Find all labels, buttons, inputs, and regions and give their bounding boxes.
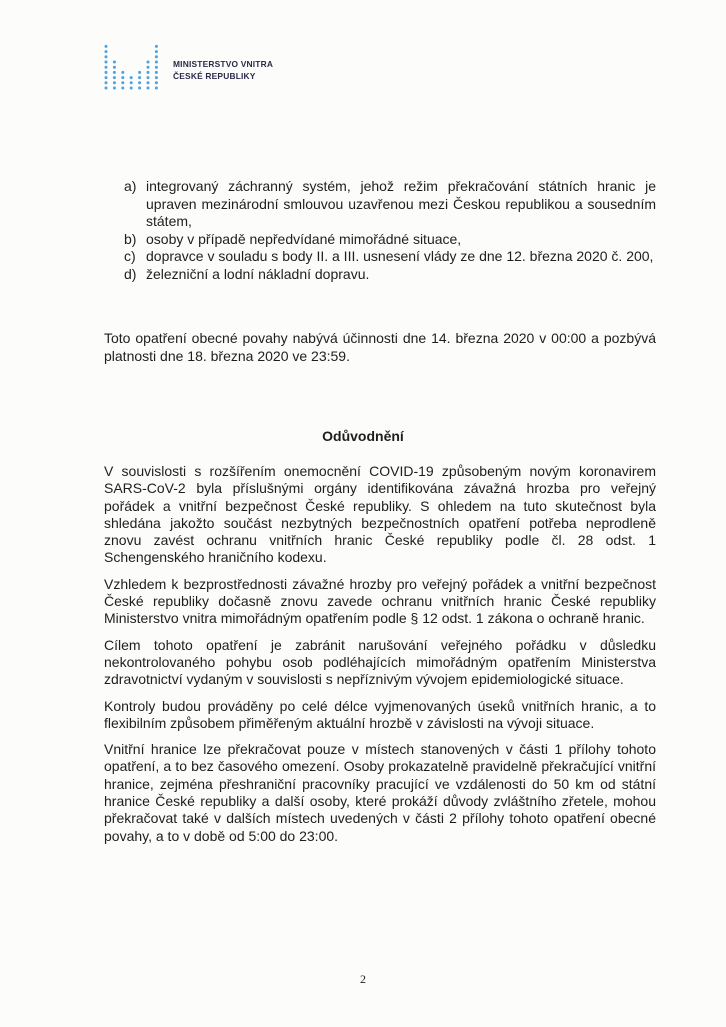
- justification-paragraph: Vzhledem k bezprostřednosti závažné hrozby pro veřejný pořádek a vnitřní bezpečnost České republiky dočasně znovu zavede ochranu vnitřních hranic České republiky Ministerstvo vnitra mimořádným opatřením podle § 12 odst. 1 zákona o ochraně hranic.: [104, 575, 656, 627]
- justification-paragraph: V souvislosti s rozšířením onemocnění COVID-19 způsobeným novým koronavirem SARS-CoV-2 byla příslušnými orgány identifikována závažná hrozba pro veřejný pořádek a vnitřní bezpečnost České republiky. S ohledem na tuto skutečnost byla shledána jakožto součást nezbytných bezpečnostních opatření potřeba neprodleně znovu zavést ochranu vnitřních hranic České republiky podle čl. 28 odst. 1 Schengenského hraničního kodexu.: [104, 463, 656, 566]
- list-item: [104, 178, 656, 231]
- list-item-text: integrovaný záchranný systém, jehož režim překračování státních hranic je upraven mezinárodní smlouvou uzavřenou mezi Českou republikou a sousedním státem,: [146, 178, 656, 230]
- justification-paragraph: Cílem tohoto opatření je zabránit narušování veřejného pořádku v důsledku nekontrolovaného pohybu osob podléhajících mimořádným opatřením Ministerstva zdravotnictví vydaným v souvislosti s nepříznivým vývojem epidemiologické situace.: [104, 636, 656, 688]
- justification-paragraph: Vnitřní hranice lze překračovat pouze v místech stanovených v části 1 přílohy tohoto opatření, a to bez časového omezení. Osoby prokazatelně pravidelně překračující vnitřní hranice, zejména přeshraniční pracovníky pracující ve vzdálenosti do 50 km od státní hranice České republiky a další osoby, které prokáží důvody zvláštního zřetele, mohou překračovat také v dalších místech uvedených v části 2 přílohy tohoto opatření obecné povahy, a to v době od 5:00 do 23:00.: [104, 741, 656, 844]
- list-item-text: osoby v případě nepředvídané mimořádné situace,: [146, 230, 462, 247]
- list-item: [104, 231, 656, 249]
- exceptions-list: [104, 178, 656, 284]
- list-item-marker: d): [124, 265, 137, 282]
- page-number: 2: [360, 972, 366, 986]
- list-item: [104, 248, 656, 266]
- list-item-text: dopravce v souladu s body II. a III. usnesení vlády ze dne 12. března 2020 č. 200,: [146, 248, 654, 265]
- list-item-text: železniční a lodní nákladní dopravu.: [146, 265, 370, 282]
- ministry-name-line1: MINISTERSTVO VNITRA: [173, 59, 274, 69]
- ministry-name-line2: ČESKÉ REPUBLIKY: [173, 70, 256, 81]
- ministry-logo: [102, 42, 302, 92]
- section-heading: Odůvodnění: [322, 428, 404, 444]
- ministry-name: [173, 59, 273, 82]
- list-item-marker: b): [124, 230, 137, 247]
- list-item-marker: c): [124, 248, 136, 265]
- justification-paragraph: Kontroly budou prováděny po celé délce vyjmenovaných úseků vnitřních hranic, a to flexibilním způsobem přiměřeným aktuální hrozbě v závislosti na vývoji situace.: [104, 697, 656, 731]
- justification-body: [104, 463, 656, 854]
- list-item: [104, 266, 656, 284]
- effect-paragraph: Toto opatření obecné povahy nabývá účinnosti dne 14. března 2020 v 00:00 a pozbývá platnosti dne 18. března 2020 ve 23:59.: [104, 330, 656, 364]
- ministry-logo-icon: [102, 42, 168, 92]
- list-item-marker: a): [124, 178, 137, 194]
